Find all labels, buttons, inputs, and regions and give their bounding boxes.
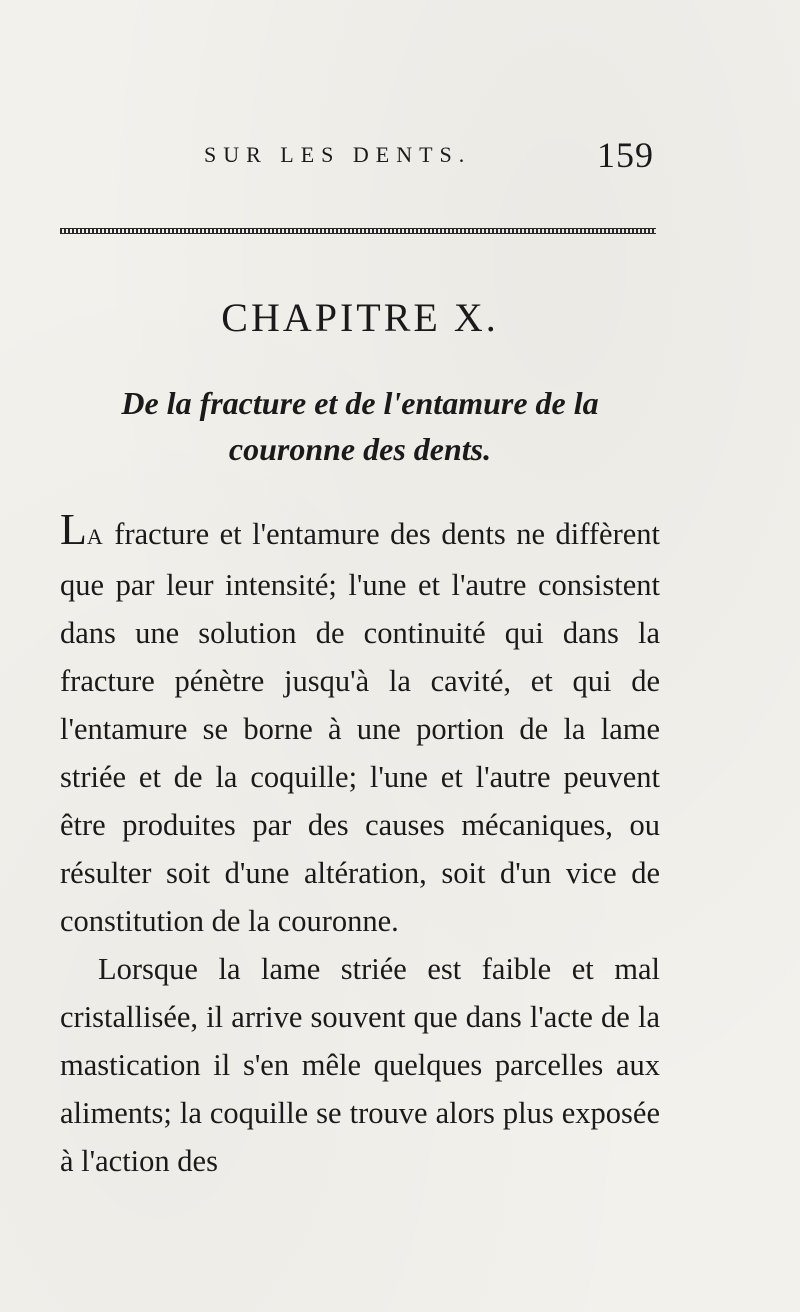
paragraph-text: fracture et l'entamure des dents ne diffèrent que par leur intensité; l'une et l'autre consistent dans une solution de continuité qui dans la fracture pénètre jusqu'à la cavité, et qui de l'entamure se borne à une portion de la lame striée et de la coquille; l'une et l'autre peuvent être produites par des causes mécaniques, ou résulter soit d'une altération, soit d'un vice de constitution de la couronne. xyxy=(60,517,660,938)
page-number: 159 xyxy=(597,135,654,175)
small-cap: A xyxy=(86,524,104,549)
paragraph-text: Lorsque la lame striée est faible et mal cristallisée, il arrive souvent que dans l'acte de la mastication il s'en mêle quelques parcelles aux aliments; la coquille se trouve alors plus exposée à l'action des xyxy=(60,952,660,1178)
running-head: SUR LES DENTS. xyxy=(204,142,472,167)
paragraph-1 xyxy=(60,505,660,945)
chapter-subtitle: De la fracture et de l'entamure de la couronne des dents. xyxy=(121,385,599,467)
header-rule xyxy=(60,228,656,234)
body-text xyxy=(60,505,660,1185)
chapter-title: CHAPITRE X. xyxy=(221,295,499,340)
drop-cap: L xyxy=(60,505,87,554)
paragraph-2 xyxy=(60,945,660,1185)
page-header xyxy=(60,135,660,178)
